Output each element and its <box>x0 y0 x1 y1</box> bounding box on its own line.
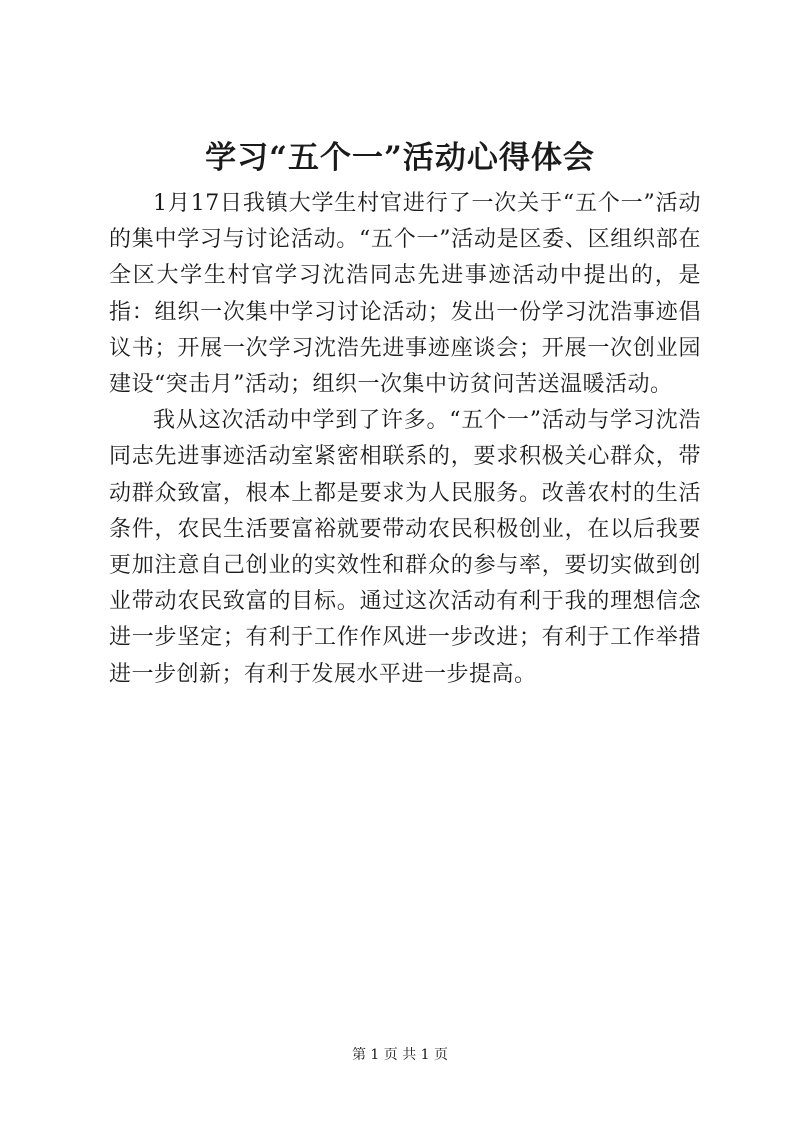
document-title: 学习“五个一”活动心得体会 <box>205 140 595 176</box>
paragraph-1: 1月17日我镇大学生村官进行了一次关于“五个一”活动的集中学习与讨论活动。“五个一”活动是区委、区组织部在全区大学生村官学习沈浩同志先进事迹活动中提出的，是指：组织一次集中学习讨论活动；发出一份学习沈浩事迹倡议书；开展一次学习沈浩先进事迹座谈会；开展一次创业园建设“突击月”活动；组织一次集中访贫问苦送温暖活动。 <box>109 191 701 398</box>
page-number-footer: 第 1 页 共 1 页 <box>351 1047 449 1063</box>
document-body <box>109 186 701 693</box>
paragraph-2: 我从这次活动中学到了许多。“五个一”活动与学习沈浩同志先进事迹活动室紧密相联系的，要求积极关心群众，带动群众致富，根本上都是要求为人民服务。改善农村的生活条件，农民生活要富裕就要带动农民积极创业，在以后我要更加注意自己创业的实效性和群众的参与率，要切实做到创业带动农民致富的目标。通过这次活动有利于我的理想信念进一步坚定；有利于工作作风进一步改进；有利于工作举措进一步创新；有利于发展水平进一步提高。 <box>109 408 701 687</box>
